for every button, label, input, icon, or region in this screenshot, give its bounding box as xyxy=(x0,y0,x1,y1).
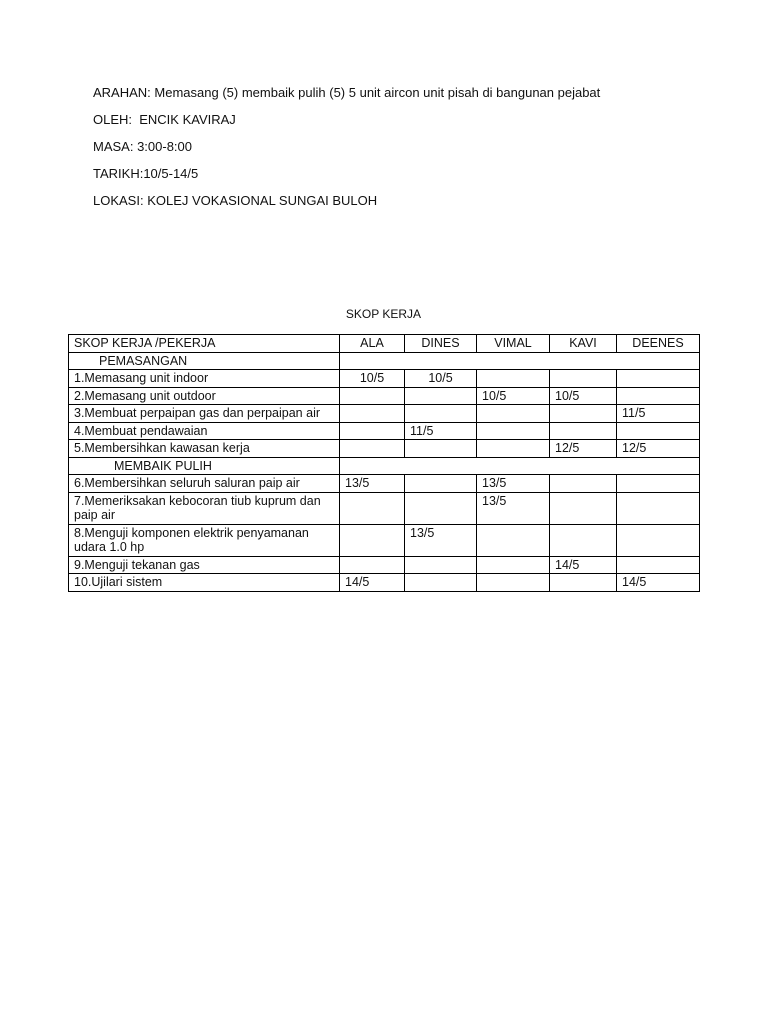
date-cell: 10/5 xyxy=(477,387,550,405)
date-cell xyxy=(550,405,617,423)
task-cell: 7.Memeriksakan kebocoran tiub kuprum dan paip air xyxy=(69,492,340,524)
task-cell: 6.Membersihkan seluruh saluran paip air xyxy=(69,475,340,493)
task-cell: 4.Membuat pendawaian xyxy=(69,422,340,440)
date-cell xyxy=(477,556,550,574)
table-row xyxy=(69,440,700,458)
section-blank-cell xyxy=(340,352,700,370)
date-cell xyxy=(550,475,617,493)
task-cell: 3.Membuat perpaipan gas dan perpaipan air xyxy=(69,405,340,423)
skop-kerja-table xyxy=(68,334,700,592)
date-cell: 14/5 xyxy=(617,574,700,592)
rows-pemasangan xyxy=(69,370,700,458)
table-row xyxy=(69,556,700,574)
task-cell: 8.Menguji komponen elektrik penyamanan udara 1.0 hp xyxy=(69,524,340,556)
date-cell xyxy=(405,440,477,458)
task-cell: 10.Ujilari sistem xyxy=(69,574,340,592)
date-cell: 10/5 xyxy=(405,370,477,388)
date-cell xyxy=(405,475,477,493)
section-row-pemasangan xyxy=(69,352,700,370)
date-cell xyxy=(340,422,405,440)
section-label: PEMASANGAN xyxy=(69,352,340,370)
table-row xyxy=(69,475,700,493)
date-cell xyxy=(550,422,617,440)
date-cell xyxy=(550,574,617,592)
info-block xyxy=(93,86,600,221)
date-cell xyxy=(340,387,405,405)
date-cell: 12/5 xyxy=(617,440,700,458)
date-cell xyxy=(405,405,477,423)
masa-line: MASA: 3:00-8:00 xyxy=(93,139,192,154)
table-row xyxy=(69,405,700,423)
date-cell xyxy=(550,492,617,524)
date-cell xyxy=(405,492,477,524)
task-cell: 1.Memasang unit indoor xyxy=(69,370,340,388)
date-cell xyxy=(617,387,700,405)
table-row xyxy=(69,524,700,556)
date-cell: 12/5 xyxy=(550,440,617,458)
rows-membaik-pulih xyxy=(69,475,700,592)
task-cell: 2.Memasang unit outdoor xyxy=(69,387,340,405)
table-row xyxy=(69,387,700,405)
header-cell: KAVI xyxy=(550,335,617,353)
date-cell: 13/5 xyxy=(477,475,550,493)
date-cell: 13/5 xyxy=(477,492,550,524)
date-cell: 10/5 xyxy=(340,370,405,388)
table-row xyxy=(69,370,700,388)
header-cell: DEENES xyxy=(617,335,700,353)
date-cell xyxy=(405,556,477,574)
date-cell xyxy=(477,524,550,556)
header-cell: DINES xyxy=(405,335,477,353)
date-cell: 14/5 xyxy=(550,556,617,574)
date-cell: 10/5 xyxy=(550,387,617,405)
table-row xyxy=(69,574,700,592)
section-blank-cell xyxy=(340,457,700,475)
lokasi-line: LOKASI: KOLEJ VOKASIONAL SUNGAI BULOH xyxy=(93,193,378,208)
date-cell xyxy=(405,574,477,592)
date-cell xyxy=(477,405,550,423)
date-cell xyxy=(617,556,700,574)
date-cell xyxy=(340,524,405,556)
table-row xyxy=(69,422,700,440)
date-cell xyxy=(340,492,405,524)
date-cell xyxy=(340,440,405,458)
task-cell: 5.Membersihkan kawasan kerja xyxy=(69,440,340,458)
date-cell xyxy=(617,370,700,388)
header-cell: ALA xyxy=(340,335,405,353)
table-title: SKOP KERJA xyxy=(345,307,422,321)
date-cell xyxy=(617,422,700,440)
date-cell xyxy=(550,524,617,556)
date-cell xyxy=(477,440,550,458)
date-cell xyxy=(477,370,550,388)
tarikh-line: TARIKH:10/5-14/5 xyxy=(93,166,199,181)
date-cell xyxy=(405,387,477,405)
date-cell xyxy=(617,492,700,524)
header-cell: VIMAL xyxy=(477,335,550,353)
date-cell xyxy=(340,556,405,574)
arahan-line: ARAHAN: Memasang (5) membaik pulih (5) 5 unit aircon unit pisah di bangunan pejabat xyxy=(93,85,601,100)
header-cell: SKOP KERJA /PEKERJA xyxy=(69,335,340,353)
date-cell xyxy=(340,405,405,423)
table-row xyxy=(69,492,700,524)
date-cell xyxy=(550,370,617,388)
header-row xyxy=(69,335,700,353)
date-cell: 13/5 xyxy=(340,475,405,493)
section-row-membaik-pulih xyxy=(69,457,700,475)
date-cell: 11/5 xyxy=(617,405,700,423)
date-cell xyxy=(477,574,550,592)
date-cell: 14/5 xyxy=(340,574,405,592)
date-cell: 13/5 xyxy=(405,524,477,556)
task-cell: 9.Menguji tekanan gas xyxy=(69,556,340,574)
date-cell: 11/5 xyxy=(405,422,477,440)
section-label: MEMBAIK PULIH xyxy=(69,457,340,475)
date-cell xyxy=(617,524,700,556)
date-cell xyxy=(477,422,550,440)
date-cell xyxy=(617,475,700,493)
oleh-line: OLEH: ENCIK KAVIRAJ xyxy=(93,112,236,127)
